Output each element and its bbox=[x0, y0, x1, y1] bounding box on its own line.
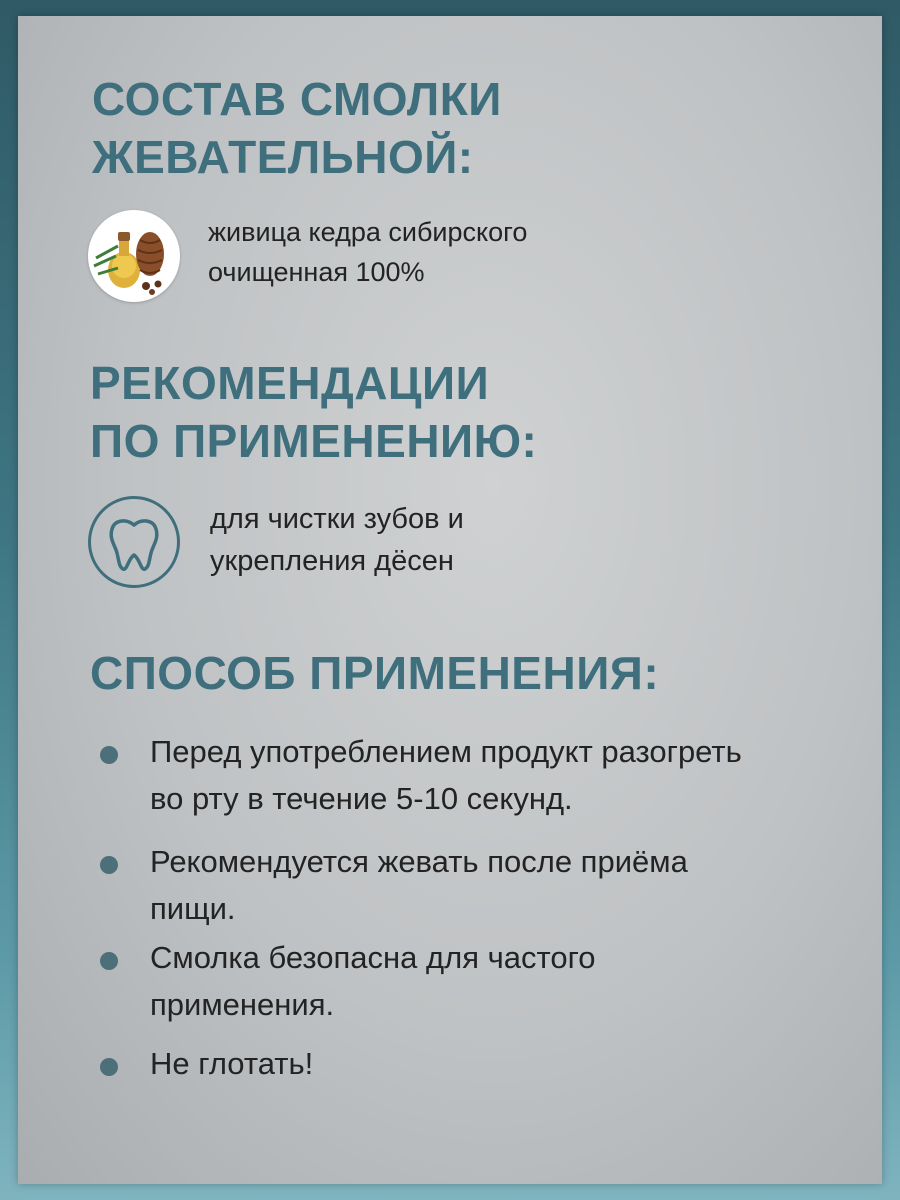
recommendations-heading bbox=[90, 354, 537, 470]
list-item-line1: Перед употреблением продукт разогреть bbox=[150, 734, 742, 769]
cedar-cone-oil-photo-icon bbox=[88, 210, 180, 302]
tooth-icon bbox=[88, 496, 180, 588]
recommendations-text bbox=[210, 498, 464, 582]
list-item-line1: Не глотать! bbox=[150, 1046, 314, 1081]
bullet-dot bbox=[100, 1058, 118, 1076]
bullet-dot bbox=[100, 856, 118, 874]
list-item-line1: Рекомендуется жевать после приёма bbox=[150, 844, 688, 879]
composition-heading-line2: ЖЕВАТЕЛЬНОЙ: bbox=[92, 131, 474, 183]
list-item-line1: Смолка безопасна для частого bbox=[150, 940, 596, 975]
composition-text-line2: очищенная 100% bbox=[208, 257, 425, 287]
list-item-line2: пищи. bbox=[150, 891, 236, 926]
list-item-line2: применения. bbox=[150, 987, 335, 1022]
composition-heading bbox=[92, 70, 502, 186]
recommendations-heading-line1: РЕКОМЕНДАЦИИ bbox=[90, 357, 490, 409]
recommendations-text-line1: для чистки зубов и bbox=[210, 503, 464, 535]
usage-heading: СПОСОБ ПРИМЕНЕНИЯ: bbox=[90, 647, 660, 699]
composition-text-line1: живица кедра сибирского bbox=[208, 217, 528, 247]
info-card bbox=[18, 16, 882, 1184]
list-item-line2: во рту в течение 5-10 секунд. bbox=[150, 781, 573, 816]
bullet-dot bbox=[100, 746, 118, 764]
composition-heading-line1: СОСТАВ СМОЛКИ bbox=[92, 73, 502, 125]
composition-text bbox=[208, 212, 527, 292]
recommendations-text-line2: укрепления дёсен bbox=[210, 545, 454, 577]
recommendations-heading-line2: ПО ПРИМЕНЕНИЮ: bbox=[90, 415, 538, 467]
bullet-dot bbox=[100, 952, 118, 970]
